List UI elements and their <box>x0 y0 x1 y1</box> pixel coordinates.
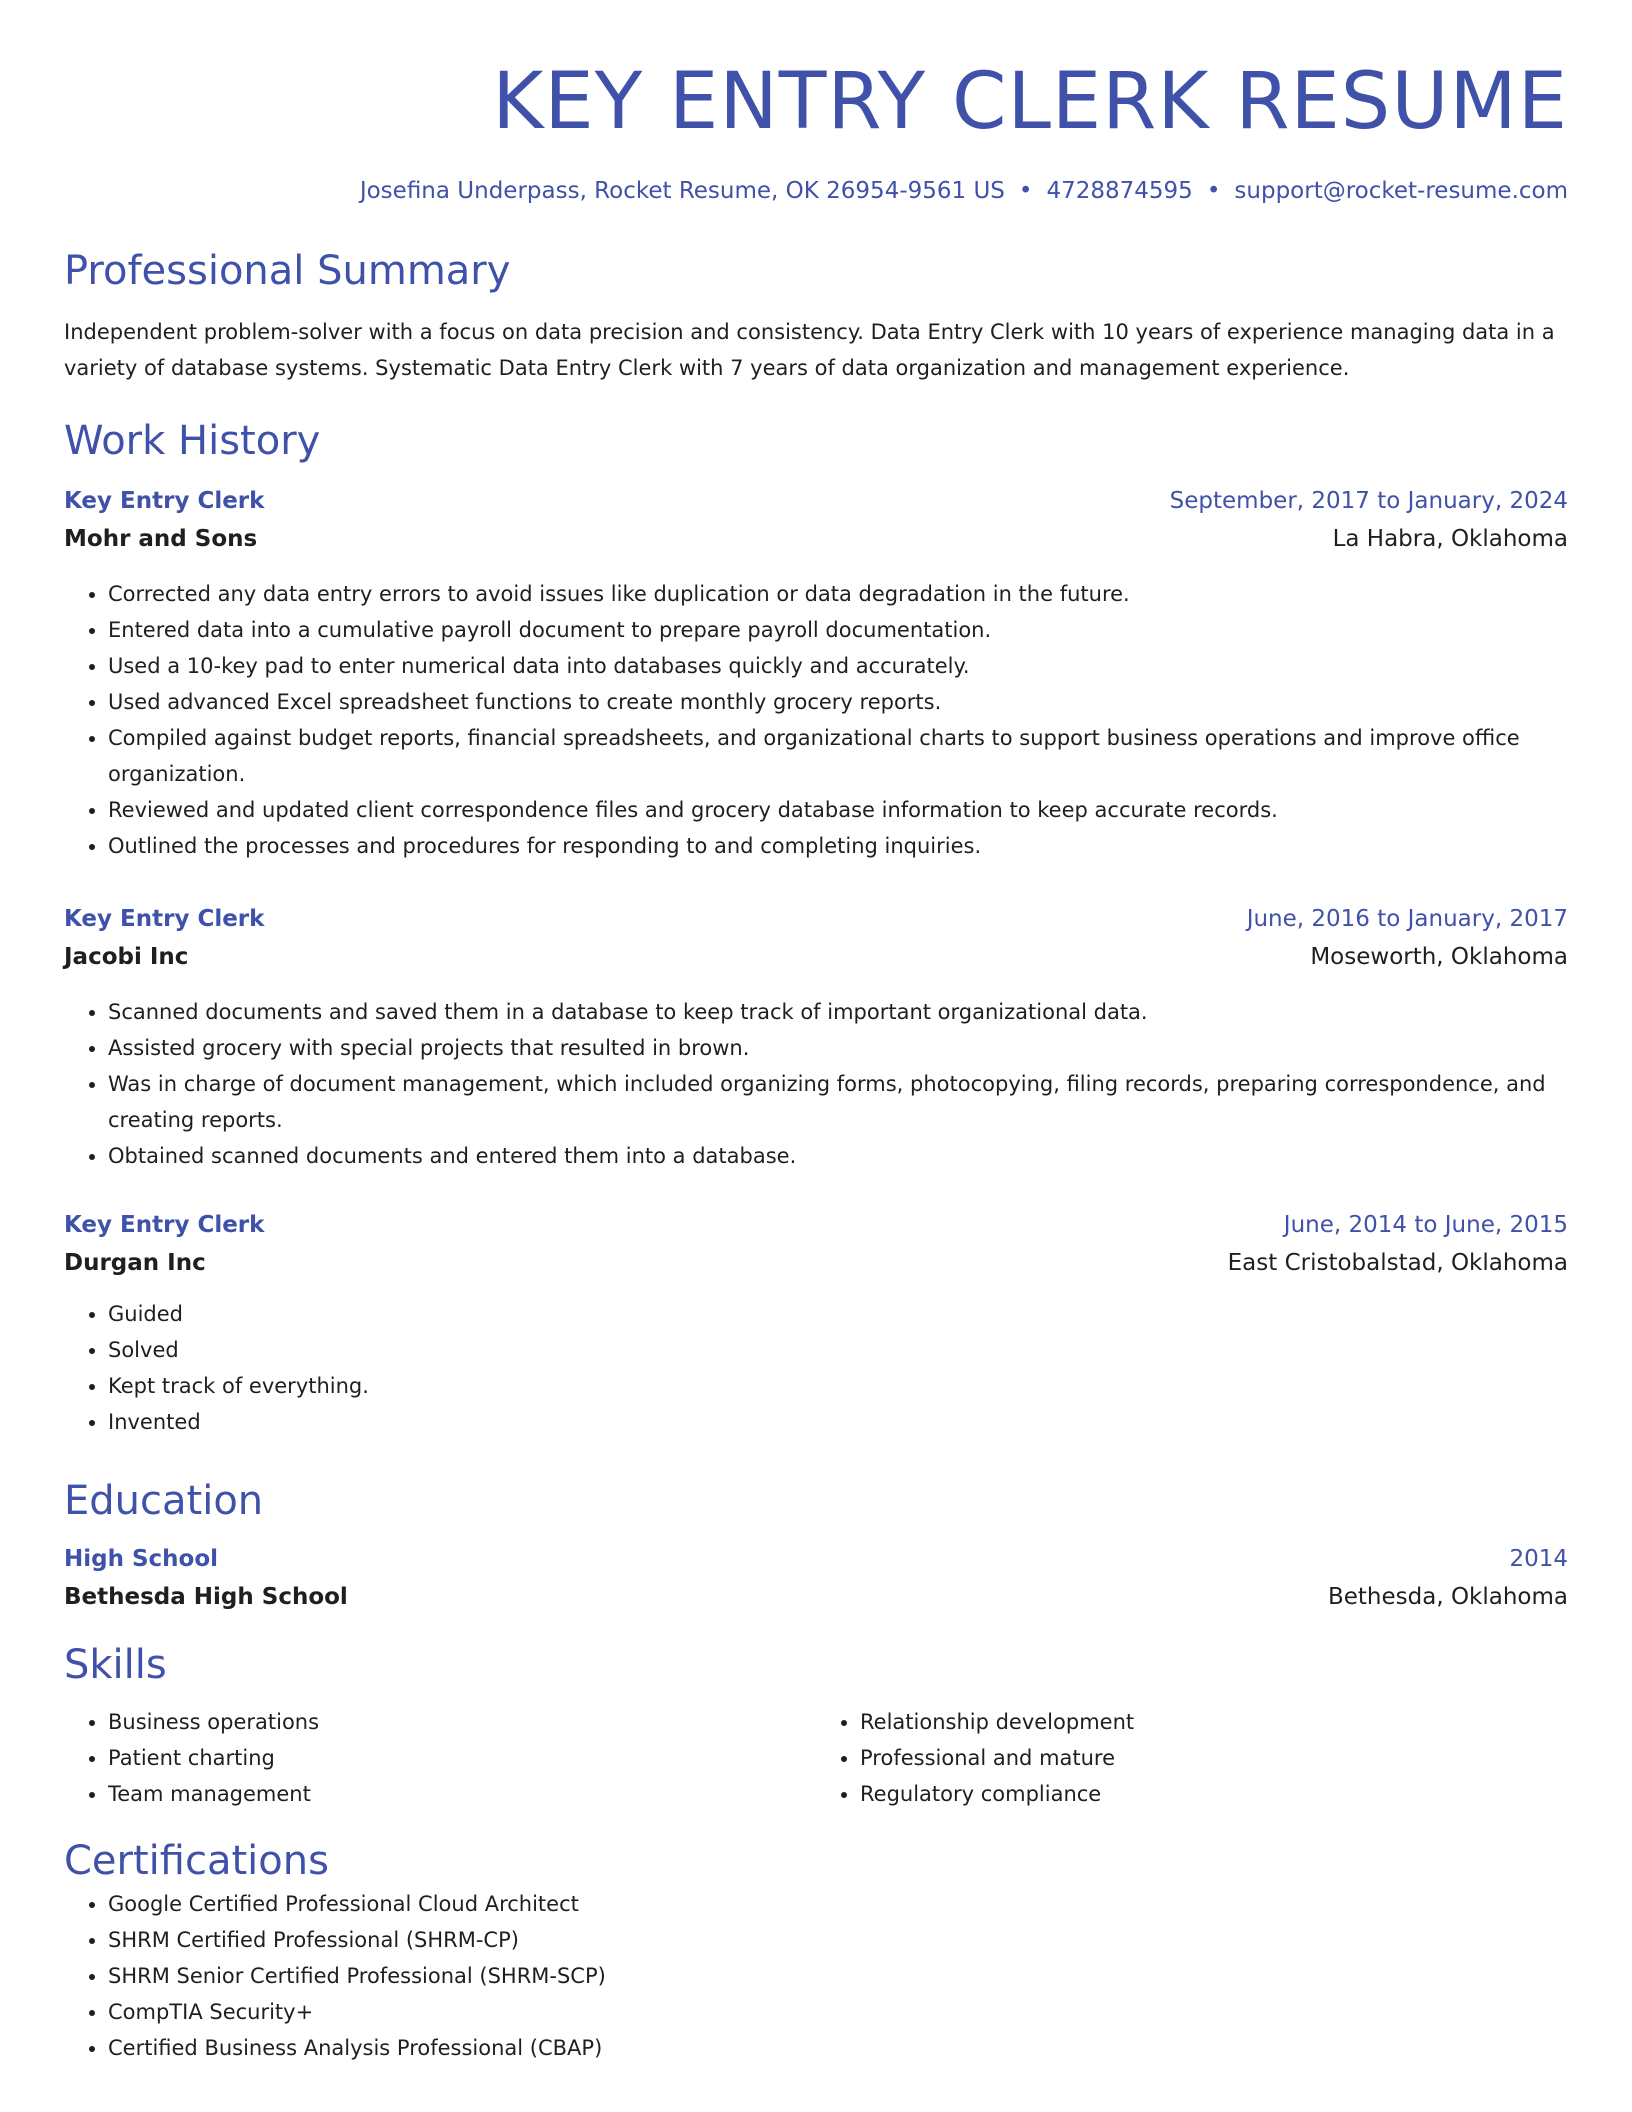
list-item: • Relationship development <box>860 1704 1568 1740</box>
list-item: • Obtained scanned documents and entered them into a database. <box>108 1138 1568 1174</box>
education-heading: Education <box>64 1478 264 1524</box>
list-item: • Used a 10-key pad to enter numerical data into databases quickly and accurately. <box>108 648 1568 684</box>
job-title: Key Entry Clerk <box>64 1212 265 1238</box>
job-entry <box>64 1206 1568 1440</box>
job-bullets <box>64 994 1568 1174</box>
job-employer: Durgan Inc <box>64 1250 206 1276</box>
certifications-list <box>64 1886 1568 2066</box>
list-item: • Certified Business Analysis Professional (CBAP) <box>108 2030 1568 2066</box>
list-item: • Guided <box>108 1296 1568 1332</box>
list-item: • Professional and mature <box>860 1740 1568 1776</box>
skills-heading: Skills <box>64 1642 167 1688</box>
list-item: • SHRM Certified Professional (SHRM-CP) <box>108 1922 1568 1958</box>
contact-phone: 4728874595 <box>1046 178 1193 204</box>
education-degree: High School <box>64 1546 219 1572</box>
job-dates: June, 2016 to January, 2017 <box>1246 906 1568 932</box>
skills-grid <box>64 1704 1568 1812</box>
list-item: • Solved <box>108 1332 1568 1368</box>
job-dates: September, 2017 to January, 2024 <box>1169 488 1568 514</box>
list-item: • Scanned documents and saved them in a database to keep track of important organizational data. <box>108 994 1568 1030</box>
list-item: • Invented <box>108 1404 1568 1440</box>
contact-address: Josefina Underpass, Rocket Resume, OK 26954-9561 US <box>359 178 1005 204</box>
list-item: • Team management <box>108 1776 816 1812</box>
work-history-heading: Work History <box>64 418 321 464</box>
contact-line <box>64 176 1568 206</box>
job-bullets <box>64 1296 1568 1440</box>
list-item: • Kept track of everything. <box>108 1368 1568 1404</box>
job-employer: Mohr and Sons <box>64 526 258 552</box>
education-entry <box>64 1540 1568 1616</box>
list-item: • Corrected any data entry errors to avoid issues like duplication or data degradation in the future. <box>108 576 1568 612</box>
job-employer: Jacobi Inc <box>64 944 189 970</box>
certifications-heading: Certifications <box>64 1838 329 1884</box>
skills-list-left <box>64 1704 816 1812</box>
list-item: • Reviewed and updated client correspondence files and grocery database information to keep accurate records. <box>108 792 1568 828</box>
education-location: Bethesda, Oklahoma <box>1327 1584 1568 1610</box>
list-item: • Patient charting <box>108 1740 816 1776</box>
contact-separator: • <box>1206 178 1221 204</box>
job-bullets <box>64 576 1568 864</box>
summary-text: Independent problem-solver with a focus on data precision and consistency. Data Entry Clerk with 10 years of experience managing data in a variety of database systems. Systematic Data Entry Clerk with 7 years of data organization and management experience. <box>64 320 1555 380</box>
list-item: • Regulatory compliance <box>860 1776 1568 1812</box>
list-item: • Compiled against budget reports, financial spreadsheets, and organizational charts to support business operations and improve office organization. <box>108 720 1568 792</box>
list-item: • Was in charge of document management, which included organizing forms, photocopying, filing records, preparing correspondence, and creating reports. <box>108 1066 1568 1138</box>
job-title: Key Entry Clerk <box>64 488 265 514</box>
job-location: Moseworth, Oklahoma <box>1310 944 1568 970</box>
summary-heading: Professional Summary <box>64 248 511 294</box>
list-item: • Outlined the processes and procedures for responding to and completing inquiries. <box>108 828 1568 864</box>
education-date: 2014 <box>1509 1546 1568 1572</box>
list-item: • Used advanced Excel spreadsheet functions to create monthly grocery reports. <box>108 684 1568 720</box>
job-title: Key Entry Clerk <box>64 906 265 932</box>
contact-email: support@rocket-resume.com <box>1234 178 1568 204</box>
resume-name: KEY ENTRY CLERK RESUME <box>492 57 1568 147</box>
job-location: La Habra, Oklahoma <box>1332 526 1568 552</box>
list-item: • SHRM Senior Certified Professional (SHRM-SCP) <box>108 1958 1568 1994</box>
job-entry <box>64 900 1568 1174</box>
list-item: • Business operations <box>108 1704 816 1740</box>
list-item: • Entered data into a cumulative payroll document to prepare payroll documentation. <box>108 612 1568 648</box>
job-location: East Cristobalstad, Oklahoma <box>1227 1250 1568 1276</box>
list-item: • Assisted grocery with special projects that resulted in brown. <box>108 1030 1568 1066</box>
skills-list-right <box>816 1704 1568 1812</box>
education-school: Bethesda High School <box>64 1584 348 1610</box>
job-entry <box>64 482 1568 864</box>
list-item: • Google Certified Professional Cloud Architect <box>108 1886 1568 1922</box>
list-item: • CompTIA Security+ <box>108 1994 1568 2030</box>
job-dates: June, 2014 to June, 2015 <box>1283 1212 1568 1238</box>
contact-separator: • <box>1018 178 1033 204</box>
